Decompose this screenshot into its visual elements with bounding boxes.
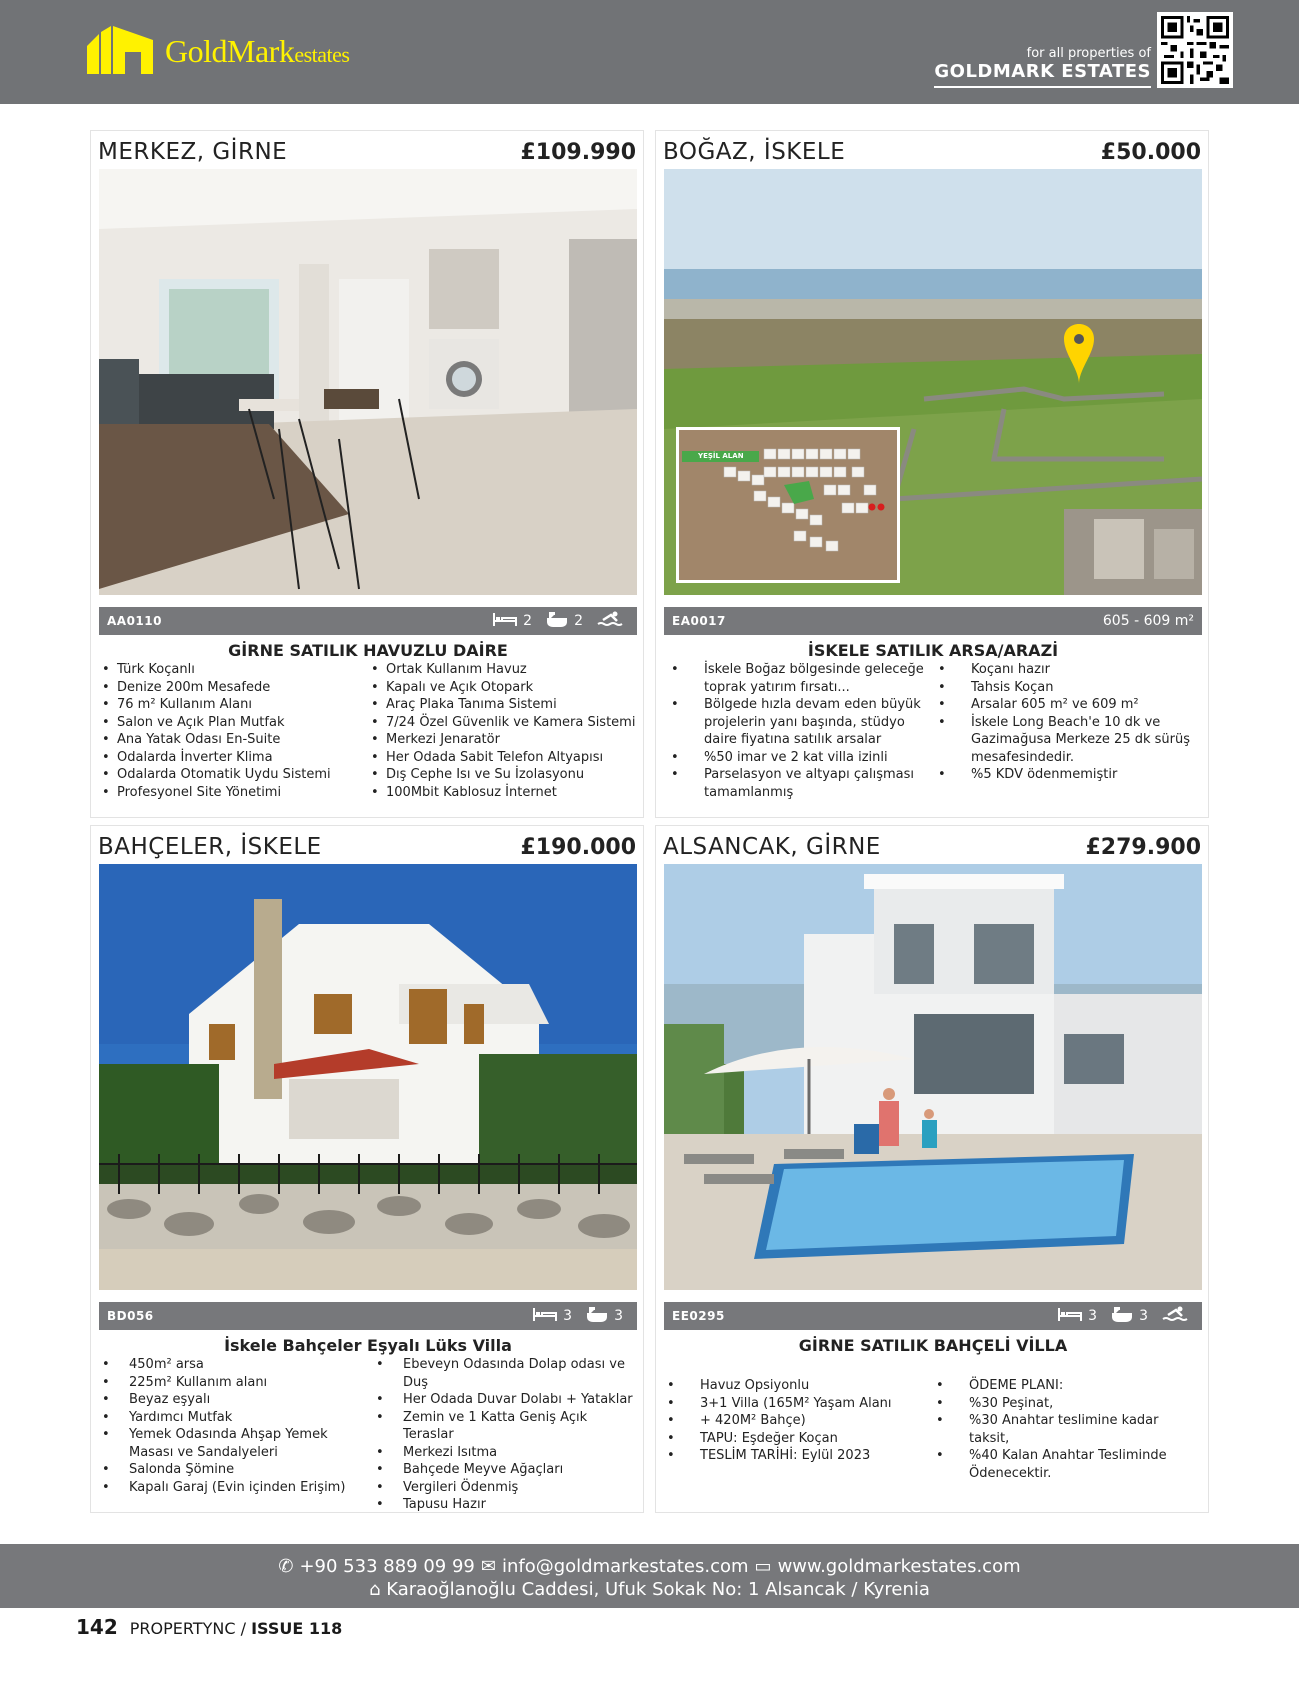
listing-info-bar — [99, 607, 637, 635]
feature-item: • Zemin ve 1 Katta Geniş Açık Teraslar — [373, 1409, 637, 1444]
feature-item: • Tahsis Koçan — [935, 679, 1202, 697]
page-header — [0, 0, 1299, 104]
bed-count: 3 — [1088, 1308, 1098, 1324]
header-right — [934, 12, 1233, 88]
listing-specs — [1044, 1306, 1194, 1326]
goldmark-logo[interactable] — [85, 26, 349, 76]
feature-item: • Profesyonel Site Yönetimi — [99, 784, 368, 802]
feature-item: • TAPU: Eşdeğer Koçan — [664, 1430, 933, 1448]
magazine-name: PROPERTYNC / ISSUE 118 — [129, 1619, 343, 1638]
feature-item: • 76 m² Kullanım Alanı — [99, 696, 368, 714]
listing-info-bar — [664, 607, 1202, 635]
listing-specs — [519, 1306, 629, 1326]
villa-exterior-photo[interactable] — [99, 864, 637, 1290]
feature-item: • %5 KDV ödenmemiştir — [935, 766, 1202, 784]
feature-item: • İskele Boğaz bölgesinde geleceğe toprak yatırım fırsatı... — [668, 661, 935, 696]
bed-icon — [1058, 1306, 1082, 1326]
laptop-icon: ▭ — [754, 1556, 772, 1577]
page-number: 142 — [76, 1615, 118, 1639]
listing-price: £50.000 — [1100, 139, 1201, 165]
listing-location: BAHÇELER, İSKELE — [98, 834, 322, 860]
feature-item: • Ortak Kullanım Havuz — [368, 661, 637, 679]
feature-item: • Salon ve Açık Plan Mutfak — [99, 714, 368, 732]
feature-item: • Ana Yatak Odası En-Suite — [99, 731, 368, 749]
feature-columns — [664, 1377, 1202, 1482]
features-right — [368, 661, 637, 801]
feature-item: • Arsalar 605 m² ve 609 m² — [935, 696, 1202, 714]
email-link[interactable]: info@goldmarkestates.com — [501, 1556, 749, 1577]
listing-location: BOĞAZ, İSKELE — [663, 139, 846, 165]
card-header — [663, 137, 1201, 167]
feature-item: • Kapalı ve Açık Otopark — [368, 679, 637, 697]
feature-item: • Tapusu Hazır — [373, 1496, 637, 1514]
listing-specs — [479, 611, 629, 631]
feature-columns — [99, 1356, 637, 1514]
features-right — [373, 1356, 637, 1514]
feature-item: • Dış Cephe Isı ve Su İzolasyonu — [368, 766, 637, 784]
feature-item: • Denize 200m Mesafede — [99, 679, 368, 697]
feature-item: • 100Mbit Kablosuz İnternet — [368, 784, 637, 802]
logo-main-text: GoldMark — [165, 32, 295, 69]
pool-icon — [1162, 1306, 1188, 1326]
qr-code-icon[interactable] — [1157, 12, 1233, 88]
feature-item: • Koçanı hazır — [935, 661, 1202, 679]
feature-item: • Yardımcı Mutfak — [99, 1409, 363, 1427]
website-link[interactable]: www.goldmarkestates.com — [777, 1556, 1021, 1577]
feature-item: • %30 Peşinat, — [933, 1395, 1202, 1413]
bath-count: 3 — [614, 1308, 623, 1324]
listing-price: £190.000 — [520, 834, 636, 860]
page-footer — [0, 1544, 1299, 1608]
feature-item: • Merkezi Isıtma — [373, 1444, 637, 1462]
feature-item: • %50 imar ve 2 kat villa izinli — [668, 749, 935, 767]
listing-ref: EE0295 — [672, 1309, 725, 1323]
bath-count: 2 — [574, 613, 583, 629]
feature-item: • + 420M² Bahçe) — [664, 1412, 933, 1430]
house-logo-icon — [85, 26, 155, 76]
tagline — [934, 46, 1151, 88]
feature-item: • 3+1 Villa (165M² Yaşam Alanı — [664, 1395, 933, 1413]
listing-price: £279.900 — [1085, 834, 1201, 860]
listing-title: İSKELE SATILIK ARSA/ARAZİ — [807, 641, 1059, 660]
bath-icon — [586, 1306, 608, 1326]
plot-area: 605 - 609 m² — [1102, 613, 1194, 629]
listing-price: £109.990 — [520, 139, 636, 165]
feature-item: • Her Odada Duvar Dolabı + Yataklar — [373, 1391, 637, 1409]
feature-item: • TESLİM TARİHİ: Eylül 2023 — [664, 1447, 933, 1465]
listing-card-ee0295[interactable] — [655, 825, 1209, 1513]
feature-item: • Havuz Opsiyonlu — [664, 1377, 933, 1395]
villa-pool-render[interactable] — [664, 864, 1202, 1290]
pool-icon — [597, 611, 623, 631]
issue-number: ISSUE 118 — [251, 1619, 343, 1638]
feature-item: • 7/24 Özel Güvenlik ve Kamera Sistemi — [368, 714, 637, 732]
bed-count: 3 — [563, 1308, 573, 1324]
tagline-small: for all properties of — [1026, 46, 1151, 61]
tagline-big: GOLDMARK ESTATES — [934, 61, 1151, 82]
bath-count: 3 — [1139, 1308, 1148, 1324]
feature-item: • Beyaz eşyalı — [99, 1391, 363, 1409]
feature-item: • 450m² arsa — [99, 1356, 363, 1374]
features-right — [933, 1377, 1202, 1482]
feature-item: • Araç Plaka Tanıma Sistemi — [368, 696, 637, 714]
feature-item: • Salonda Şömine — [99, 1461, 363, 1479]
features-left — [99, 661, 368, 801]
email-icon: ✉ — [480, 1556, 496, 1577]
bath-icon — [546, 611, 568, 631]
listing-info-bar — [664, 1302, 1202, 1330]
feature-columns — [99, 661, 637, 801]
features-left — [664, 1377, 933, 1482]
feature-item: • Bahçede Meyve Ağaçları — [373, 1461, 637, 1479]
map-icon: ⌂ — [369, 1579, 381, 1600]
feature-item: • Yemek Odasında Ahşap Yemek Masası ve Sandalyeleri — [99, 1426, 363, 1461]
listing-title: İskele Bahçeler Eşyalı Lüks Villa — [224, 1336, 512, 1355]
feature-item: • Türk Koçanlı — [99, 661, 368, 679]
feature-item: • Odalarda Otomatik Uydu Sistemi — [99, 766, 368, 784]
logo-text — [165, 33, 349, 70]
green-area-label: YEŞİL ALAN — [698, 452, 744, 460]
feature-item: • Merkezi Jenaratör — [368, 731, 637, 749]
phone-link[interactable]: +90 533 889 09 99 — [299, 1556, 475, 1577]
card-header — [663, 832, 1201, 862]
feature-item: • Parselasyon ve altyapı çalışması tamamlanmış — [668, 766, 935, 801]
bed-icon — [493, 611, 517, 631]
listing-ref: EA0017 — [672, 614, 726, 628]
listing-ref: AA0110 — [107, 614, 162, 628]
feature-columns — [664, 661, 1202, 801]
page-number-block — [76, 1615, 342, 1639]
apartment-interior-photo[interactable] — [99, 169, 637, 595]
feature-item: • %40 Kalan Anahtar Tesliminde Ödenecektir. — [933, 1447, 1202, 1482]
feature-item: • 225m² Kullanım alanı — [99, 1374, 363, 1392]
feature-item: • Vergileri Ödenmiş — [373, 1479, 637, 1497]
address-line — [0, 1579, 1299, 1600]
bed-icon — [533, 1306, 557, 1326]
listing-location: MERKEZ, GİRNE — [98, 139, 288, 165]
logo-sub-text: estates — [294, 41, 350, 67]
address-text: Karaoğlanoğlu Caddesi, Ufuk Sokak No: 1 Alsancak / Kyrenia — [386, 1579, 930, 1600]
contact-line — [0, 1556, 1299, 1577]
feature-item: • İskele Long Beach'e 10 dk ve Gazimağusa Merkeze 25 dk sürüş mesafesindedir. — [935, 714, 1202, 767]
features-left — [99, 1356, 373, 1514]
listing-card-aa0110[interactable] — [90, 130, 644, 818]
features-left — [664, 661, 935, 801]
phone-icon: ✆ — [278, 1556, 294, 1577]
feature-item: • Ebeveyn Odasında Dolap odası ve Duş — [373, 1356, 637, 1391]
listing-card-bd056[interactable] — [90, 825, 644, 1513]
feature-item: • Bölgede hızla devam eden büyük projelerin yanı başında, stüdyo daire fiyatına satılık arsalar — [668, 696, 935, 749]
listing-location: ALSANCAK, GİRNE — [663, 834, 881, 860]
listing-title: GİRNE SATILIK BAHÇELİ VİLLA — [798, 1336, 1068, 1355]
feature-item: • Her Odada Sabit Telefon Altyapısı — [368, 749, 637, 767]
listing-title: GİRNE SATILIK HAVUZLU DAİRE — [228, 641, 508, 660]
card-header — [98, 137, 636, 167]
feature-item: • Odalarda İnverter Klima — [99, 749, 368, 767]
magazine-title: PROPERTYNC — [129, 1619, 236, 1638]
listing-ref: BD056 — [107, 1309, 154, 1323]
bath-icon — [1111, 1306, 1133, 1326]
card-header — [98, 832, 636, 862]
listing-card-ea0017[interactable] — [655, 130, 1209, 818]
bed-count: 2 — [523, 613, 533, 629]
features-right — [935, 661, 1202, 801]
feature-item: • %30 Anahtar teslimine kadar taksit, — [933, 1412, 1202, 1447]
listing-info-bar — [99, 1302, 637, 1330]
feature-item: • Kapalı Garaj (Evin içinden Erişim) — [99, 1479, 363, 1497]
feature-item: • ÖDEME PLANI: — [933, 1377, 1202, 1395]
land-aerial-photo[interactable] — [664, 169, 1202, 595]
